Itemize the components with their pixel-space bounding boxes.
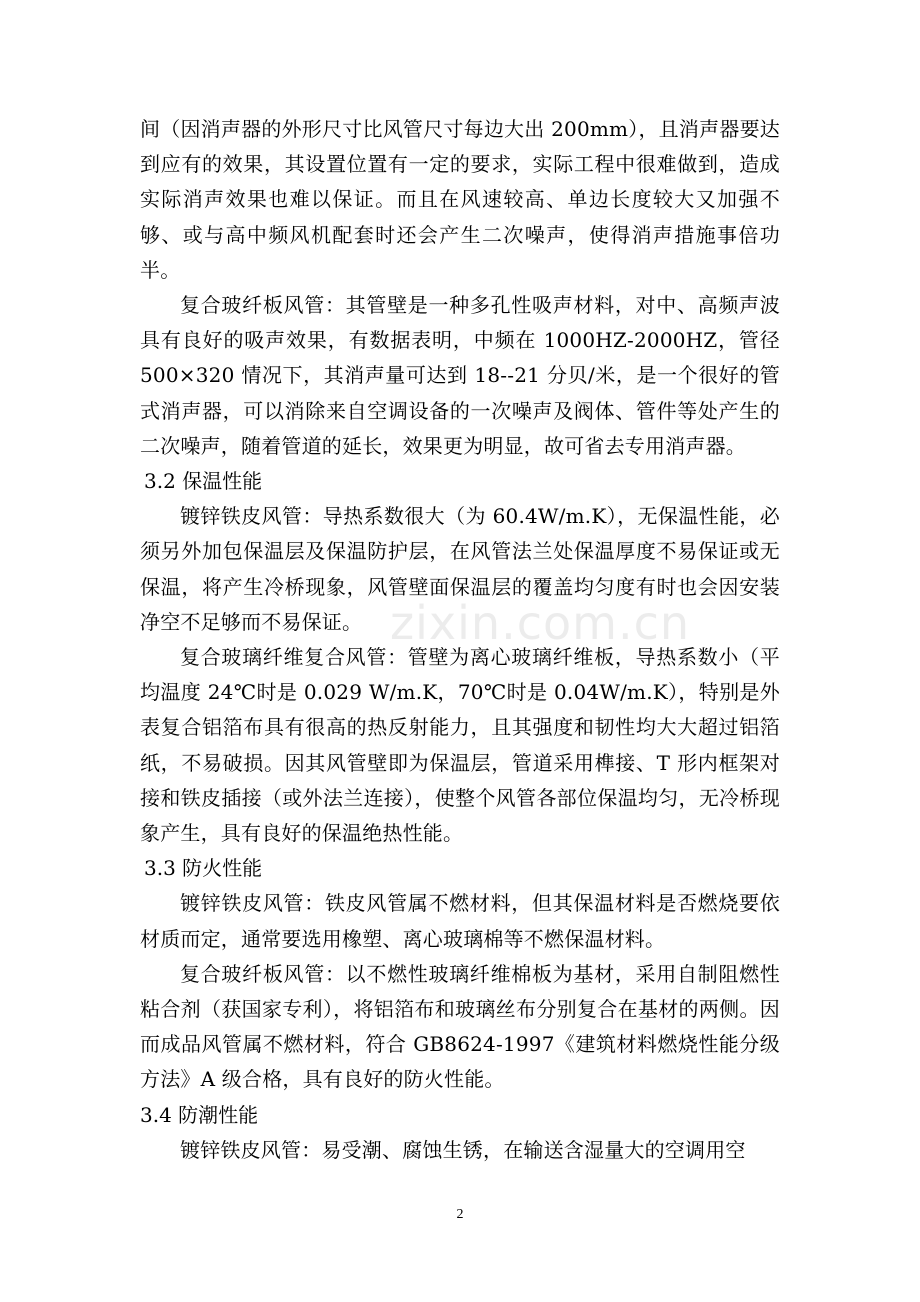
paragraph-galvanized-moisture: 镀锌铁皮风管：易受潮、腐蚀生锈，在输送含湿量大的空调用空 xyxy=(180,1137,746,1162)
section-heading-3-2: 3.2 保温性能 xyxy=(144,469,263,494)
document-body xyxy=(140,112,780,1168)
paragraph-fiberglass-acoustics: 复合玻纤板风管：其管壁是一种多孔性吸声材料，对中、高频声波具有良好的吸声效果，有数据表明，中频在 1000HZ-2000HZ，管径 500×320 情况下，其消声量可达到 18--21 分贝/米，是一个很好的管式消声器，可以消除来自空调设备的一次噪声及阀体、管件等处产生的二次噪声，随着管道的延长，效果更为明显，故可省去专用消声器。 xyxy=(140,293,780,458)
paragraph-galvanized-insulation: 镀锌铁皮风管：导热系数很大（为 60.4W/m.K），无保温性能，必须另外加包保温层及保温防护层，在风管法兰处保温厚度不易保证或无保温，将产生冷桥现象，风管壁面保温层的覆盖均匀度有时也会因安装净空不足够而不易保证。 xyxy=(140,504,780,634)
paragraph-galvanized-fire: 镀锌铁皮风管：铁皮风管属不燃材料，但其保温材料是否燃烧要依材质而定，通常要选用橡塑、离心玻璃棉等不燃保温材料。 xyxy=(140,891,780,951)
paragraph-fiberglass-fire: 复合玻纤板风管：以不燃性玻璃纤维棉板为基材，采用自制阻燃性粘合剂（获国家专利），将铝箔布和玻璃丝布分别复合在基材的两侧。因而成品风管属不燃材料，符合 GB8624-1997《建筑材料燃烧性能分级方法》A 级合格，具有良好的防火性能。 xyxy=(140,961,780,1092)
paragraph-noise-continuation: 间（因消声器的外形尺寸比风管尺寸每边大出 200mm），且消声器要达到应有的效果，其设置位置有一定的要求，实际工程中很难做到，造成实际消声效果也难以保证。而且在风速较高、单边长度较大又加强不够、或与高中频风机配套时还会产生二次噪声，使得消声措施事倍功半。 xyxy=(140,117,780,282)
section-heading-3-4: 3.4 防潮性能 xyxy=(140,1102,259,1127)
paragraph-fiberglass-insulation: 复合玻璃纤维复合风管：管壁为离心玻璃纤维板，导热系数小（平均温度 24℃时是 0.029 W/m.K，70℃时是 0.04W/m.K），特别是外表复合铝箔布具有很高的热反射能力，且其强度和韧性均大大超过铝箔纸，不易破损。因其风管壁即为保温层，管道采用榫接、T 形内框架对接和铁皮插接（或外法兰连接），使整个风管各部位保温均匀，无冷桥现象产生，具有良好的保温绝热性能。 xyxy=(140,645,780,846)
page-number: 2 xyxy=(456,1207,464,1222)
section-heading-3-3: 3.3 防火性能 xyxy=(144,856,263,881)
watermark: zixin.com.cn xyxy=(390,596,691,650)
